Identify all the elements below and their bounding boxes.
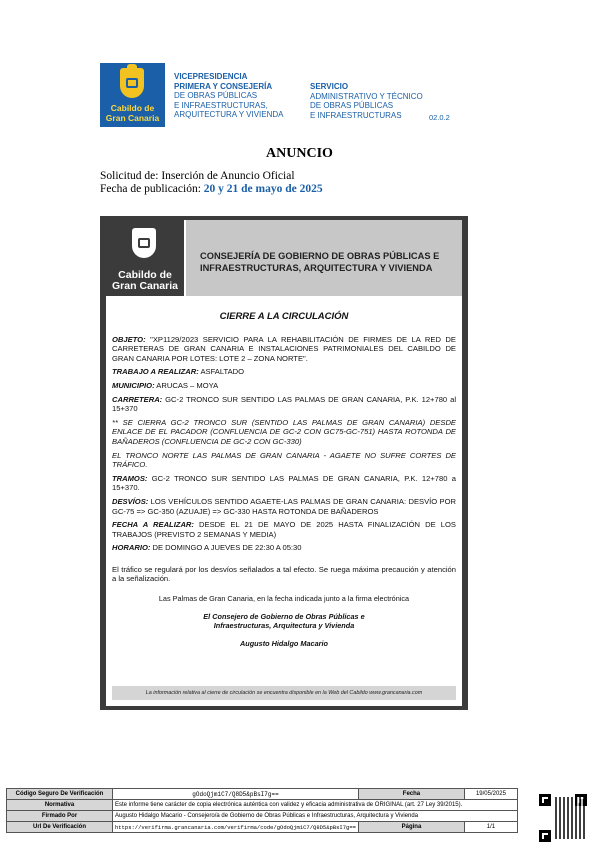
qr-pattern bbox=[555, 797, 585, 839]
url-label: Url De Verificación bbox=[7, 822, 113, 833]
notice-title: CIERRE A LA CIRCULACIÓN bbox=[219, 311, 349, 322]
trabajo-paragraph bbox=[112, 367, 456, 377]
notice-body bbox=[112, 312, 456, 648]
desvios-paragraph bbox=[112, 497, 456, 516]
dept-line: VICEPRESIDENCIA bbox=[174, 72, 248, 81]
notice-footer: La información relativa al cierre de circulación se encuentra disponible en la Web del Cabildo www.grancanaria.com bbox=[112, 686, 456, 700]
notice-card bbox=[100, 216, 468, 710]
signer-role-line: Infraestructuras, Arquitectura y Vivienda bbox=[213, 621, 355, 631]
department-block bbox=[174, 72, 284, 120]
table-row bbox=[7, 789, 518, 800]
dept-line: E INFRAESTRUCTURAS, bbox=[174, 100, 268, 110]
tramos-paragraph bbox=[112, 474, 456, 493]
verification-table bbox=[6, 788, 518, 833]
page-label: Página bbox=[358, 822, 464, 833]
desvios-value: LOS VEHÍCULOS SENTIDO AGAETE-LAS PALMAS DE GRAN CANARIA: DESVÍO POR GC-75 => GC-350 (AZUAJE) => GC-330 HASTA ROTONDA DE BAÑADEROS bbox=[112, 496, 456, 516]
tronco-note: EL TRONCO NORTE LAS PALMAS DE GRAN CANARIA - AGAETE NO SUFRE CORTES DE TRÁFICO. bbox=[112, 450, 456, 470]
url-value[interactable]: https://verifirma.grancanaria.com/verifirma/code/gOdoQjm1C7/Q8D5&pBsI7g== bbox=[113, 822, 359, 833]
dept-line: ARQUITECTURA Y VIVIENDA bbox=[174, 110, 284, 119]
table-row bbox=[7, 811, 518, 822]
coat-of-arms-icon bbox=[120, 68, 144, 98]
fecha-label: FECHA A REALIZAR: bbox=[112, 520, 194, 530]
qr-marker bbox=[539, 794, 551, 806]
signer-name: Augusto Hidalgo Macario bbox=[240, 638, 328, 648]
service-line: ADMINISTRATIVO Y TÉCNICO bbox=[310, 91, 423, 101]
request-line bbox=[100, 169, 295, 183]
request-value: Inserción de Anuncio Oficial bbox=[161, 170, 295, 182]
firmado-label: Firmado Por bbox=[7, 811, 113, 822]
service-block bbox=[310, 82, 423, 120]
municipio-paragraph bbox=[112, 381, 456, 391]
service-line: E INFRAESTRUCTURAS bbox=[310, 110, 402, 120]
notice-inner bbox=[106, 220, 462, 706]
coat-of-arms-icon bbox=[132, 228, 156, 258]
notice-logo-line: Cabildo de bbox=[118, 269, 172, 281]
table-row bbox=[7, 800, 518, 811]
signer-role-line: El Consejero de Gobierno de Obras Públicas e bbox=[203, 611, 365, 621]
tramos-value: GC-2 TRONCO SUR SENTIDO LAS PALMAS DE GRAN CANARIA, P.K. 12+780 a 15+370. bbox=[112, 473, 456, 493]
document-title: ANUNCIO bbox=[266, 146, 333, 161]
normativa-label: Normativa bbox=[7, 800, 113, 811]
horario-label: HORARIO: bbox=[112, 543, 151, 553]
dept-line: PRIMERA Y CONSEJERÍA bbox=[174, 81, 273, 91]
logo-line-2: Gran Canaria bbox=[105, 113, 160, 123]
horario-paragraph bbox=[112, 543, 456, 553]
document-code: 02.0.2 bbox=[429, 113, 450, 122]
fecha-value: DESDE EL 21 DE MAYO DE 2025 HASTA FINALIZACIÓN DE LOS TRABAJOS (PREVISTO 2 SEMANAS Y MEDIA) bbox=[112, 520, 456, 539]
service-line: DE OBRAS PÚBLICAS bbox=[310, 101, 394, 110]
carretera-value: GC-2 TRONCO SUR SENTIDO LAS PALMAS DE GRAN CANARIA, P.K. 12+780 al 15+370 bbox=[112, 394, 456, 414]
normativa-value: Este informe tiene carácter de copia electrónica auténtica con validez y eficacia administrativa de ORIGINAL (art. 27 Ley 39/2015). bbox=[113, 800, 518, 811]
date-value: 19/05/2025 bbox=[464, 789, 517, 800]
cabildo-logo bbox=[100, 63, 165, 127]
notice-logo-line: Gran Canaria bbox=[112, 280, 178, 292]
service-line: SERVICIO bbox=[310, 82, 349, 91]
carretera-label: CARRETERA: bbox=[112, 394, 163, 404]
desvios-label: DESVÍOS: bbox=[112, 496, 149, 506]
traffic-note: El tráfico se regulará por los desvíos señalados a tal efecto. Se ruega máxima precaución y atención a la señalización. bbox=[112, 564, 456, 584]
place-date: Las Palmas de Gran Canaria, en la fecha indicada junto a la firma electrónica bbox=[158, 594, 410, 604]
closure-note: ** SE CIERRA GC-2 TRONCO SUR (SENTIDO LAS PALMAS DE GRAN CANARIA) DESDE ENLACE DE EL PACADOR (CONFLUENCIA DE GC-2 CON GC75-GC-751) HASTA ROTONDA DE BAÑADEROS (CONFLUENCIA DE GC-2 CON GC-330) bbox=[112, 417, 456, 446]
publication-label: Fecha de publicación: bbox=[100, 183, 201, 195]
publication-line bbox=[100, 182, 323, 196]
tramos-label: TRAMOS: bbox=[112, 473, 148, 483]
objeto-value: "XP1129/2023 SERVICIO PARA LA REHABILITACIÓN DE FIRMES DE LA RED DE CARRETERAS DE GRAN CANARIA E INSTALACIONES PATRIMONIALES DEL CABILDO DE GRAN CANARIA POR LOTES: LOTE 2 – ZONA NORTE". bbox=[112, 334, 456, 363]
logo-line-1: Cabildo de bbox=[110, 103, 155, 113]
csv-label: Código Seguro De Verificación bbox=[7, 789, 113, 800]
municipio-label: MUNICIPIO: bbox=[112, 380, 155, 390]
horario-value: DE DOMINGO A JUEVES DE 22:30 A 05:30 bbox=[150, 543, 302, 553]
publication-date: 20 y 21 de mayo de 2025 bbox=[203, 183, 323, 195]
objeto-label: OBJETO: bbox=[112, 334, 146, 344]
notice-logo bbox=[106, 220, 184, 296]
trabajo-value: ASFALTADO bbox=[198, 367, 245, 377]
qr-marker bbox=[539, 830, 551, 842]
qr-code-icon bbox=[539, 794, 587, 842]
municipio-value: ARUCAS – MOYA bbox=[154, 380, 219, 390]
firmado-value: Augusto Hidalgo Macario - Consejero/a de Gobierno de Obras Públicas e Infraestructuras, Arquitectura y Vivienda bbox=[113, 811, 518, 822]
date-label: Fecha bbox=[358, 789, 464, 800]
notice-header bbox=[186, 220, 462, 296]
notice-header-text: CONSEJERÍA DE GOBIERNO DE OBRAS PÚBLICAS E INFRAESTRUCTURAS, ARQUITECTURA Y VIVIENDA bbox=[200, 251, 440, 273]
dept-line: DE OBRAS PÚBLICAS bbox=[174, 91, 258, 100]
fecha-paragraph bbox=[112, 520, 456, 539]
csv-value: gOdoQjm1C7/Q8D5&pBsI7g== bbox=[113, 789, 359, 800]
objeto-paragraph bbox=[112, 335, 456, 364]
carretera-paragraph bbox=[112, 395, 456, 414]
page-value: 1/1 bbox=[464, 822, 517, 833]
request-label: Solicitud de: bbox=[100, 170, 159, 182]
table-row bbox=[7, 822, 518, 833]
trabajo-label: TRABAJO A REALIZAR: bbox=[112, 367, 199, 377]
